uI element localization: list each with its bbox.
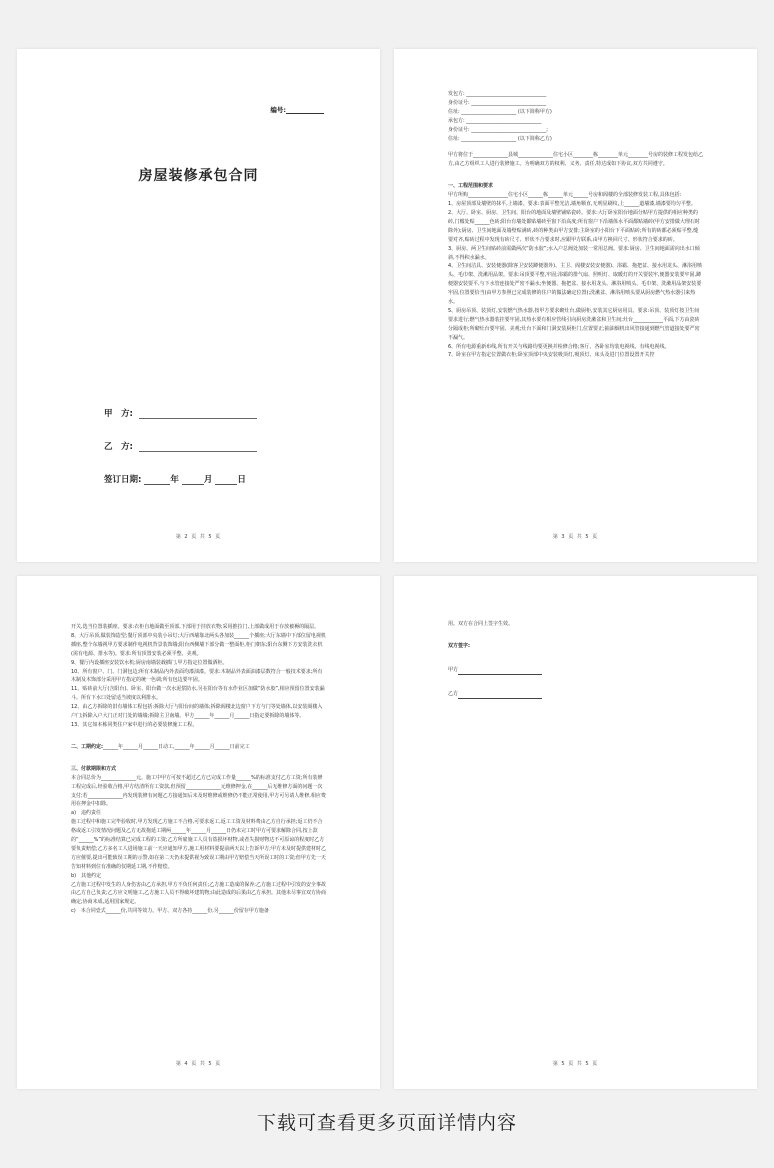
page-footer: 第 3 页 共 5 页 [552,534,599,540]
info-line: 发包方: ________________________________ [448,91,547,97]
page-body [448,620,703,629]
party-b-label: 乙 方: [104,442,133,452]
paragraph: 9、餐厅内设插座安装饮水机;厨房南墙装载插门,甲方指定位置做酒柜。 [71,659,228,666]
paragraph: 6、所有电源重新布线,所有开关与线路均要更换并检修合格;客厅、各卧室均装电视线、有线电视线。 [448,343,670,350]
info-line: 身份证号: ______________________________ [448,99,547,106]
section-2-title: 二、工期约定: [71,743,104,750]
paragraph: 施工过程中和施工完毕验收时,甲方发现乙方施工不合格,可要求返工,返工工资及材料费由乙方自行承担;返工仍不合格或返工引发情况问题及乙方无故拖延工期两______年______月______日仍未完工时甲方可要求解除合同,按上款的“______%”的标准结算已完成工程的工资;乙方所雇施工人员有盗损坏财物,或者失损财物达不可原谅的程度时乙方要负责赔偿;乙方多名工人进场施工前一天应通知甲方,施工用材料要提前两天以上告诉甲方;甲方未及时提供建材时乙方应催要,提出可能致误工期的示警,如在第二天仍未提供视为致误工期由甲方赔偿当天所误工时的工资;但甲方先一天告知材料到位有准确的仅期延工期,不作赔偿。 [71,819,326,870]
section-heading [71,743,326,752]
contract-number-label: 编号: [270,106,286,114]
info-line: 承包方: ______________________________ [448,117,542,124]
paragraph: a) 违约责任 [71,810,102,817]
document-page-3 [394,49,757,562]
party-a-blank [139,418,257,419]
page-body [71,623,326,916]
info-line: 住址: ______________________ (以下简称乙方) [448,135,552,142]
contract-number-field [270,105,324,114]
paragraph: 用。双方在合同上签字生效。 [448,621,514,627]
paragraph: 乙方施工过程中发生的人身伤害由乙方承担,甲方不负任何责任;乙方施工造成的保养;乙方施工过程中引发的安全事故由乙方自己负责;乙方应文明施工,乙方施工人员不得破坏建筑物;由此造成的后果由乙方承担。其他未尽事宜双方协商确定;协商未成,适用国家规定。 [71,881,326,906]
section-heading: 一、工程范围和要求 [448,183,494,190]
paragraph: 本合同总价为______________元。施工中甲方可按不超过乙方已完成工作量______%的标准支付乙方工资;所有装修工程完成后,经验收合格,甲方结清所有工资款,但预留______________元维修押金,在______后无维修方面的问题一次支付;若______________内发现装修有问题乙方接通知后未及时维修或维修仍不能正常使用,甲方可另请人维修,相应费用在押金中扣除。 [71,774,326,808]
document-page-cover [17,49,380,562]
paragraph: 5、厨房吊顶、装顶灯,安装燃气热水器,按甲方要求砌灶台,做厨柜,安装其它厨房用具。要求:吊顶、装顶灯按卫生间要求进行;燃气热水器装挂要牢固,其热水要有相应管线引向厨房洗漱盆和卫生间;灶台____________平面,下方由瓷砖分隔成柜;所砌灶台要牢固、美观;灶台下面和门洞安装厨柜门,位置要正;抽油烟机出风管接通到燃气管道接处要严密不漏气。 [448,307,700,341]
party-a-field [104,407,257,419]
signature-heading: 双方签字: [448,643,470,649]
page-body [448,90,703,360]
paragraph: 12、由乙方拆除的旧有墙体工程包括:拆除大厅与阳台间的墙体;拆除阁楼北边窗户下方与门等处墙体,以安装阁楼入户门;拆除入户大门正对门处的墙墙;拆除主卫南墙。甲方______年______月______日指定要拆除的墙体等。 [71,704,323,720]
section-heading: 三、付款期限和方式 [71,765,117,772]
page-footer: 第 4 页 共 5 页 [175,1061,222,1067]
paragraph: b) 其他约定 [71,872,102,879]
sign-date-label: 签订日期: [104,475,142,485]
section-2-text: ______年______月______日动工,______年______月______日前完工 [103,743,250,750]
download-caption[interactable]: 下载可查看更多页面详情内容 [256,1112,517,1134]
document-page-4 [17,576,380,1089]
paragraph: 开关,选当位置装插座。要求:衣柜自地面做至顶部,下部用于挂放衣物;采用推拉门,上部做成用于存放被褥的隔层。 [71,624,320,630]
paragraph: 13、其它如本栋同类住户家中进行的必要装修施工工程。 [71,721,198,728]
info-line: 住址: ______________________ (以下简称甲方) [448,108,552,115]
contract-number-blank [286,113,324,114]
party-b-signature-line [458,698,542,699]
month-blank [182,484,204,485]
page-footer: 第 5 页 共 5 页 [552,1061,599,1067]
info-line: 身份证号: ______________________________; [448,126,548,133]
party-a-signature [448,666,542,675]
paragraph: 甲方所购________________住宅小区______栋______单元______号房和阁楼的全部装修发装工程,具体包括: [448,192,682,199]
intro-paragraph: 甲方将位于______________县城______________住宅小区________栋________单元________号房的装修工程发包给乙方,由乙方组织工人进行装修施工。为明确双方的权利、义务、责任,特达成如下协议,双方共同遵守。 [448,152,704,168]
paragraph: 7、卧室在甲方指定位置做衣柜;卧室顶部中央安装吸顶灯,吸顶灯、床头及进门位置设置开关控 [448,352,655,359]
paragraph: 8、大厅吊顶,做装饰造型;餐厅顶部中央装小吊灯;大厅西墙靠北两头各加装______个插座;大厅东墙中下部位留电视机插座,整个东墙视甲方要求制作电视机背景装饰墙;阳台西侧墙下部分做一整面柜,柜门朝东;阳台东侧下方安装洗衣机(需有电源、排水等)。要求:所有顶置安装必须平整、美观。 [71,632,326,657]
paragraph: 3、厨房、两卫生间贴砖前需做两次“防水胶”;水入户总阀处加装一常用总阀。要求:厨房、卫生间地面需向出水口倾斜,不得积水漏水。 [448,245,700,261]
paragraph: 1、房屋顶部及墙壁的抹平,上墙漆。要求:表面平整光洁,墙角顺直,无明显刷纹,上______道墙漆,墙漆要均匀平整。 [448,201,696,208]
party-b-signature [448,690,542,699]
party-a-label: 甲方 [448,666,459,673]
contract-title: 房屋装修承包合同 [138,168,259,184]
party-a-signature-line [458,674,542,675]
paragraph: c) 本合同壹式______份,共同等效力。甲方、双方各持______份,另______份留存甲方施备 [71,908,269,915]
document-page-5 [394,576,757,1089]
party-b-blank [139,451,257,452]
signature-block [448,642,542,699]
year-blank [144,484,170,485]
party-a-label: 甲 方: [104,409,133,419]
month-label: 月 [203,475,213,485]
paragraph: 4、卫生间洁具、安装便器(除客卫安装蹲便器外)、主卫、阁楼安装安便器)、浴霸、拖把盆、接水用龙头、淋浴用喷头、毛巾架、洗漱用品架。要求:吊顶要平整,牢固;浴霸的排气扇、照明灯、取暖灯的开关要装牢,便器安装要牢固,蹲便器安装要平,与下水管连接处严密不漏水;坐便器、拖把盆、接水用龙头、淋浴用喷头、毛巾架、洗漱用品架安装要牢固,位置要恰当(由甲方参照已完成装修的住户的做法确定位置);洗漱盆、淋浴用喷头要从厨房燃气热水器引来热水。 [448,263,703,306]
party-b-field [104,440,257,452]
year-label: 年 [170,475,179,485]
party-b-label: 乙方 [448,690,459,697]
day-blank [215,484,237,485]
sign-date-field [104,473,246,485]
paragraph: 11、贴砖前大厅(含阳台)、卧室、阳台做一次水泥浆防水,另在阳台等有水作业区加做“防水胶”,相应预留位置安装漏斗。所有下水口处留适当坡度以利排水。 [71,686,325,702]
paragraph: 2、大厅、卧室、厨房、卫生间、阳台的地面及墙壁铺贴瓷砖。要求:大厅卧室阳台地面分贴甲方提供的相应种类的砖,门槛处贴______色砖;阳台有墙处都贴墙砖至窗下沿高度;所有窗户下沿墙体水平面都贴墙砖(甲方安排做大理石时除外);厨房、卫生间地面及墙壁贴满砖,砖的种类由甲方安排;主卧室的小阳台下平面贴砖;所有的砖都必须贴平整,缝要对齐,贴砖过程中发现有砖尺寸、形状不合要求时,应跟甲方联系,由甲方换回尺寸、形状符合要求的砖。 [448,209,700,243]
paragraph: 10、所有窗户、门、门洞包边;所有木制品内外表面均漆油漆。要求:木制品外表面油漆层数符合一般技术要求;所有木制及木饰部分采用甲方指定的统一色调;所有包边要牢固。 [71,668,323,684]
day-label: 日 [237,475,246,485]
page-footer: 第 2 页 共 5 页 [175,534,222,540]
